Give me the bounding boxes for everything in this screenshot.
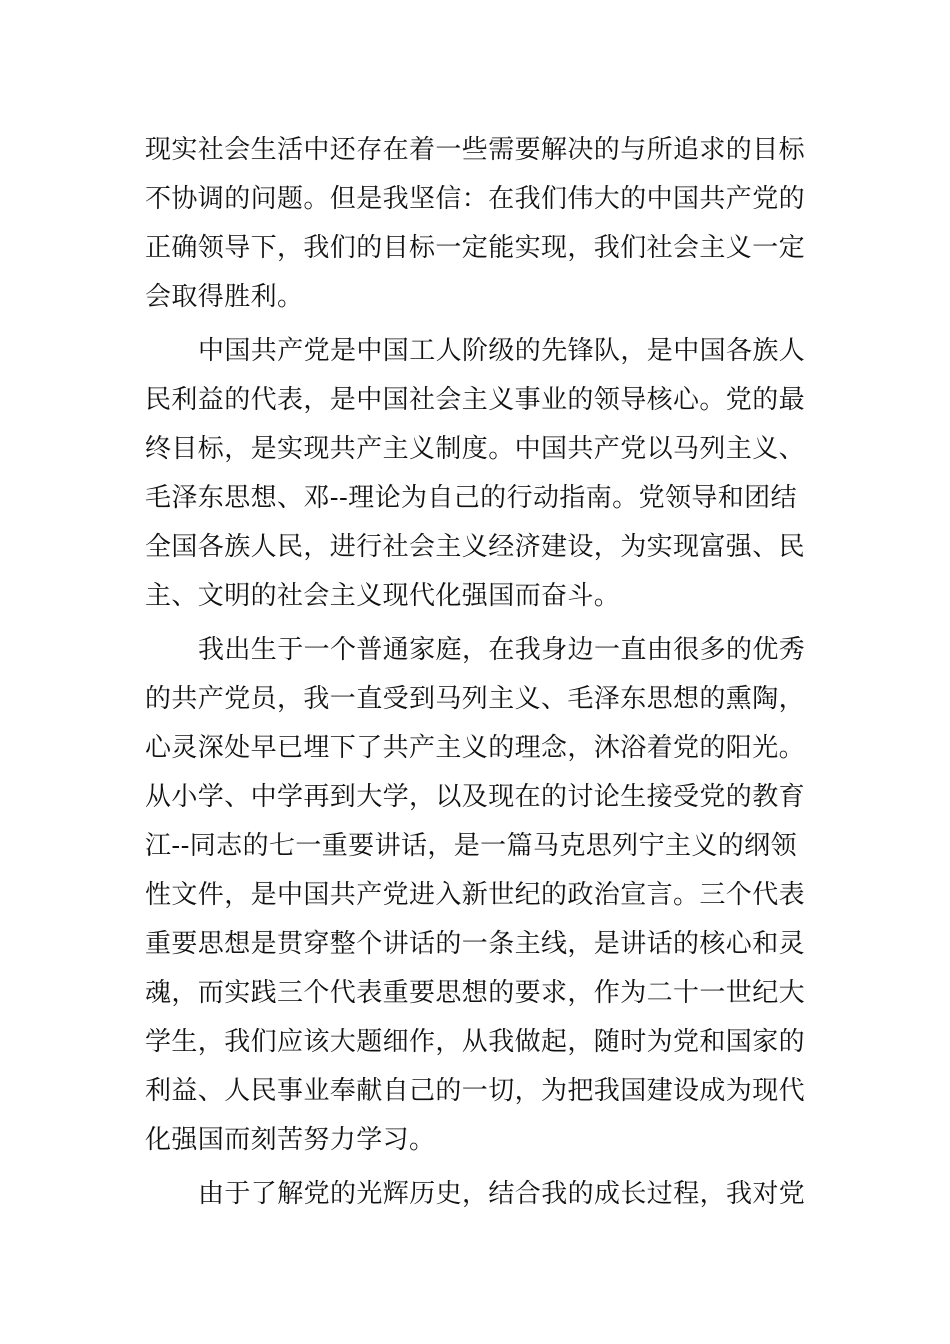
text-line-20: 利益、人民事业奉献自己的一切，为把我国建设成为现代 (145, 1076, 806, 1106)
text-line-8: 毛泽东思想、邓--理论为自己的行动指南。党领导和团结 (145, 483, 797, 513)
text-line-12: 的共产党员，我一直受到马列主义、毛泽东思想的熏陶， (145, 684, 806, 714)
text-line-9: 全国各族人民，进行社会主义经济建设，为实现富强、民 (145, 532, 806, 562)
text-line-19: 学生，我们应该大题细作，从我做起，随时为党和国家的 (145, 1027, 806, 1057)
text-line-1: 现实社会生活中还存在着一些需要解决的与所追求的目标 (145, 135, 806, 165)
text-line-15: 江--同志的七一重要讲话，是一篇马克思列宁主义的纲领 (145, 831, 797, 861)
text-line-21: 化强国而刻苦努力学习。 (145, 1125, 436, 1155)
text-line-7: 终目标，是实现共产主义制度。中国共产党以马列主义、 (145, 434, 806, 464)
text-line-10: 主、文明的社会主义现代化强国而奋斗。 (145, 581, 621, 611)
text-line-14: 从小学、中学再到大学，以及现在的讨论生接受党的教育 (145, 782, 806, 812)
text-line-3: 正确领导下，我们的目标一定能实现，我们社会主义一定 (145, 233, 806, 263)
text-line-13: 心灵深处早已埋下了共产主义的理念，沐浴着党的阳光。 (145, 733, 806, 763)
text-line-5: 中国共产党是中国工人阶级的先锋队，是中国各族人 (198, 336, 806, 366)
text-line-2: 不协调的问题。但是我坚信：在我们伟大的中国共产党的 (145, 184, 806, 214)
text-line-22: 由于了解党的光辉历史，结合我的成长过程，我对党 (198, 1179, 806, 1209)
text-line-16: 性文件，是中国共产党进入新世纪的政治宣言。三个代表 (145, 880, 806, 910)
text-line-11: 我出生于一个普通家庭，在我身边一直由很多的优秀 (198, 635, 806, 665)
text-line-17: 重要思想是贯穿整个讲话的一条主线，是讲话的核心和灵 (145, 929, 806, 959)
text-line-4: 会取得胜利。 (145, 282, 304, 312)
text-line-18: 魂，而实践三个代表重要思想的要求，作为二十一世纪大 (145, 978, 806, 1008)
text-line-6: 民利益的代表，是中国社会主义事业的领导核心。党的最 (145, 385, 806, 415)
